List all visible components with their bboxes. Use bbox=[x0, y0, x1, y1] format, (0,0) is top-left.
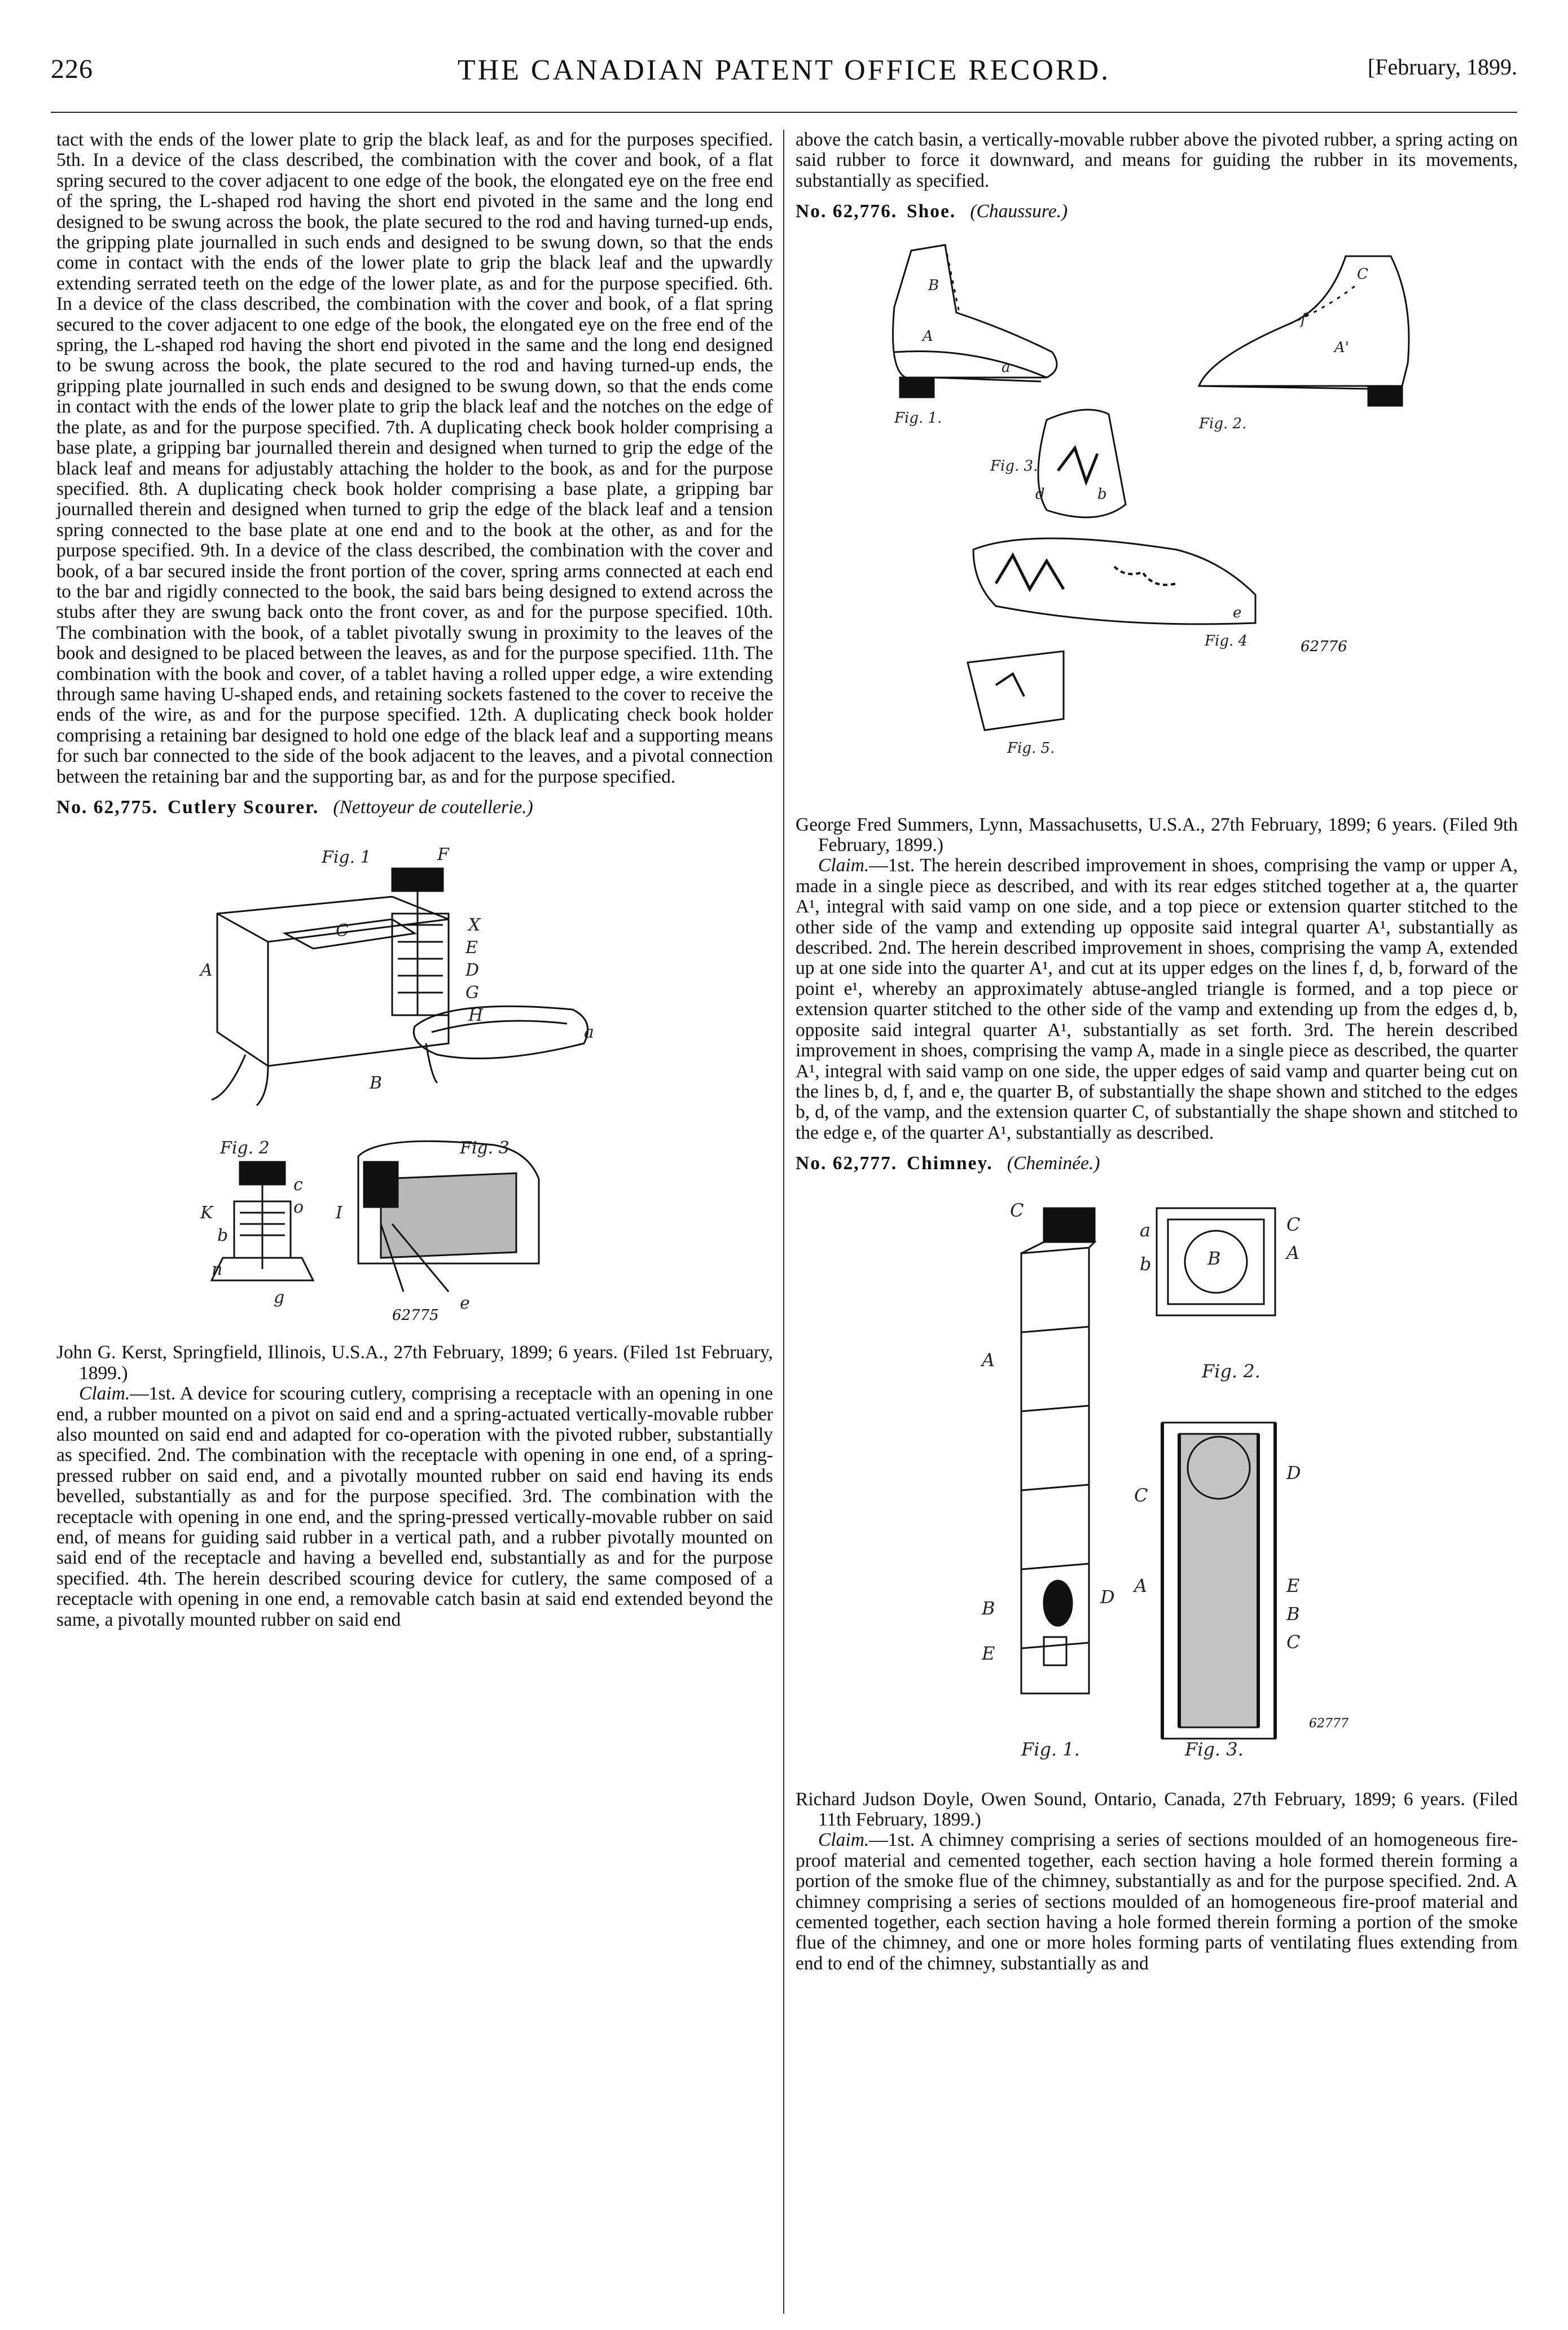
inventor-62775: John G. Kerst, Springfield, Illinois, U.S.A., 27th February, 1899; 6 years. (Filed 1st February, 1899.) bbox=[56, 1342, 773, 1384]
right-column bbox=[796, 130, 1518, 1974]
part-letter: C bbox=[1286, 1631, 1301, 1653]
part-letter: g bbox=[274, 1288, 285, 1308]
fig-label: Fig. 2. bbox=[1199, 415, 1247, 432]
claim-text: —1st. A device for scouring cutlery, comprising a receptacle with an opening in one end, a rubber mounted on a pivot on said end and a spring-actuated vertically-movable rubber also mounted on said end and adapted for co-operation with the pivoted rubber, substantially as specified. 2nd. The combination with the receptacle with opening in one end, of a spring-pressed rubber on said end, and a pivotally mounted rubber on said end having its ends bevelled, substantially as and for the purpose specified. 3rd. The combination with the receptacle with opening in one end, and the spring-pressed vertically-movable rubber on said end, of means for guiding said rubber in a vertical path, and a rubber pivotally mounted on said end of the receptacle and having a bevelled end, substantially as and for the purpose specified. 4th. The herein described scouring device for cutlery, the same composed of a receptacle with opening in one end, a removable catch basin at said end extended beyond the same, a pivotally mounted rubber on said end bbox=[56, 1383, 773, 1630]
patent-number: No. 62,775. bbox=[56, 797, 159, 818]
part-letter: c bbox=[293, 1175, 303, 1195]
part-letter: B bbox=[1207, 1247, 1221, 1269]
part-letter: X bbox=[468, 915, 481, 936]
inventor-62777: Richard Judson Doyle, Owen Sound, Ontario, Canada, 27th February, 1899; 6 years. (Filed 11th February, 1899.) bbox=[796, 1788, 1518, 1830]
figure-serial: 62776 bbox=[1301, 638, 1347, 655]
chimney-figure bbox=[903, 1186, 1411, 1772]
fig-label: Fig. 1 bbox=[322, 848, 371, 868]
shoe-figure bbox=[860, 234, 1453, 798]
part-letter: a bbox=[1002, 358, 1011, 376]
figure-serial: 62775 bbox=[392, 1307, 439, 1324]
claim-text: —1st. A chimney comprising a series of sections moulded of an homogeneous fire-proof material and cemented together, each section having a hole formed therein forming a portion of the smoke flue of the chimney, substantially as and for the purpose specified. 2nd. A chimney comprising a series of sections moulded of an homogeneous fire-proof material and cemented together, each section having a hole formed therein forming a portion of the smoke flue of the chimney, and one or more holes forming parts of ventilating flues extending from end to end of the chimney, substantially as and bbox=[796, 1829, 1518, 1974]
running-header bbox=[51, 54, 1517, 93]
patent-heading-62777 bbox=[796, 1153, 1518, 1174]
header-rule bbox=[51, 112, 1517, 113]
part-letter: d bbox=[1035, 485, 1045, 503]
fig-label: Fig. 3 bbox=[460, 1138, 510, 1159]
part-letter: E bbox=[1286, 1574, 1300, 1596]
part-letter: E bbox=[465, 938, 478, 958]
part-letter: f bbox=[1301, 310, 1306, 328]
fig-label: Fig. 1. bbox=[894, 409, 942, 427]
patent-french-name: (Cheminée.) bbox=[1007, 1153, 1100, 1174]
claim-lead: Claim. bbox=[818, 855, 869, 876]
part-letter: G bbox=[465, 983, 479, 1003]
part-letter: e bbox=[1233, 604, 1242, 621]
part-letter: o bbox=[293, 1197, 304, 1218]
part-letter: C bbox=[1286, 1213, 1301, 1235]
part-letter: B bbox=[370, 1073, 383, 1094]
inventor-62776: George Fred Summers, Lynn, Massachusetts, U.S.A., 27th February, 1899; 6 years. (Filed 9th February, 1899.) bbox=[796, 814, 1518, 856]
part-letter: A bbox=[200, 960, 213, 981]
part-letter: D bbox=[1100, 1586, 1115, 1608]
left-column bbox=[56, 130, 773, 1630]
part-letter: A bbox=[1134, 1574, 1148, 1596]
part-letter: D bbox=[1286, 1462, 1301, 1484]
fig-label: Fig. 4 bbox=[1205, 632, 1248, 650]
claim-text: —1st. The herein described improvement in shoes, comprising the vamp or upper A, made in a single piece as described, and with its rear edges stitched together at a, the quarter A¹, integral with said vamp on one side, and a top piece or extension quarter stitched to the other side of the vamp and extending up opposite said integral quarter A¹, substantially as described. 2nd. The herein described improvement in shoes, comprising the vamp A, extended up at one side into the quarter A¹, and cut at its upper edges on the lines f, d, b, forward of the point e¹, whereby an approximately abtuse-angled triangle is formed, and a top piece or extension quarter stitched to the other side of the vamp and extending up from the edges d, b, opposite said integral quarter A¹, substantially as set forth. 3rd. The herein described improvement in shoes, comprising the vamp A, made in a single piece as described, the quarter A¹, integral with said vamp on one side, the upper edges of said vamp and quarter being cut on the lines b, d, f, and e, the quarter B, of substantially the shape shown and stitched to the edges b, d, of the vamp, and the extension quarter C, of substantially the shape shown and stitched to the edge e, of the quarter A¹, substantially as described. bbox=[796, 855, 1518, 1143]
part-letter: a bbox=[1140, 1219, 1151, 1241]
part-letter: B bbox=[928, 277, 939, 294]
claims-continuation-62775: above the catch basin, a vertically-movable rubber above the pivoted rubber, a spring acting on said rubber to force it downward, and means for guiding the rubber in its movements, substantially as specified. bbox=[796, 129, 1518, 191]
part-letter: A bbox=[923, 327, 933, 345]
fig-label: Fig. 5. bbox=[1007, 739, 1055, 757]
part-letter: e bbox=[460, 1293, 470, 1314]
part-letter: C bbox=[1010, 1199, 1024, 1221]
journal-title: THE CANADIAN PATENT OFFICE RECORD. bbox=[457, 54, 1111, 86]
part-letter: b bbox=[1097, 485, 1107, 503]
claim-62776 bbox=[796, 855, 1518, 1143]
part-letter: n bbox=[212, 1260, 223, 1280]
claim-lead: Claim. bbox=[818, 1829, 869, 1851]
part-letter: A bbox=[1286, 1241, 1300, 1263]
patent-number: No. 62,776. bbox=[796, 201, 898, 222]
part-letter: C bbox=[1357, 265, 1368, 283]
patent-french-name: (Chaussure.) bbox=[970, 201, 1068, 222]
part-letter: K bbox=[200, 1203, 213, 1223]
part-letter: H bbox=[468, 1006, 484, 1026]
part-letter: E bbox=[982, 1642, 995, 1664]
patent-heading-62775 bbox=[56, 797, 773, 818]
fig-label: Fig. 3. bbox=[990, 457, 1038, 475]
patent-french-name: (Nettoyeur de coutellerie.) bbox=[333, 797, 533, 818]
fig-label: Fig. 2 bbox=[220, 1138, 270, 1159]
part-letter: C bbox=[336, 921, 349, 941]
part-letter: A' bbox=[1334, 339, 1349, 356]
part-letter: B bbox=[1286, 1603, 1300, 1625]
page-number: 226 bbox=[51, 54, 93, 84]
part-letter: b bbox=[1140, 1253, 1152, 1275]
fig-label: Fig. 2. bbox=[1202, 1360, 1260, 1382]
part-letter: B bbox=[982, 1597, 995, 1619]
part-letter: b bbox=[217, 1226, 229, 1246]
patent-name: Chimney. bbox=[906, 1153, 993, 1174]
claim-lead: Claim. bbox=[79, 1383, 130, 1405]
patent-name: Shoe. bbox=[906, 201, 956, 222]
part-letter: I bbox=[336, 1203, 342, 1223]
part-letter: D bbox=[465, 960, 480, 981]
fig-label: Fig. 3. bbox=[1185, 1738, 1244, 1760]
cutlery-scourer-figure bbox=[99, 829, 731, 1326]
patent-heading-62776 bbox=[796, 201, 1518, 222]
part-letter: F bbox=[437, 845, 449, 865]
issue-date: [February, 1899. bbox=[1367, 54, 1517, 80]
patent-number: No. 62,777. bbox=[796, 1153, 898, 1174]
part-letter: C bbox=[1134, 1484, 1148, 1506]
figure-serial: 62777 bbox=[1309, 1716, 1349, 1731]
part-letter: A bbox=[982, 1349, 995, 1371]
claims-continuation: tact with the ends of the lower plate to grip the black leaf, as and for the purposes specified. 5th. In a device of the class described, the combination with the cover and book, of a flat spring secured to the cover adjacent to one edge of the book, the elongated eye on the free end of the spring, the L-shaped rod having the short end pivoted in the same and the long end designed to be swung across the book, the plate secured to the rod and having turned-up ends, the gripping plate journalled in such ends and designed to be swung down, so that the ends come in contact with the ends of the lower plate to grip the black leaf and the upwardly extending serrated teeth on the edge of the lower plate, as and for the purpose specified. 6th. In a device of the class described, the combination with the cover and book, of a flat spring secured to the cover adjacent to one edge of the book, the elongated eye on the free end of the spring, the L-shaped rod having the short end pivoted in the same and the long end designed to be swung across the book, the plate secured to the rod and having turned-up ends, the gripping plate journalled in such ends and designed to be swung down, so that the ends come in contact with the ends of the lower plate to grip the black leaf and the notches on the edge of the plate, as and for the purpose specified. 7th. A duplicating check book holder comprising a base plate, a gripping bar journalled therein and designed when turned to grip the edge of the black leaf and means for adjustably attaching the holder to the book, as and for the purpose specified. 8th. A duplicating check book holder comprising a base plate, a gripping bar journalled therein and designed when turned to grip the edge of the black leaf and a tension spring connected to the base plate at one end and to the book at the other, as and for the purpose specified. 9th. In a device of the class described, the combination with the cover and book, of a bar secured inside the front portion of the cover, spring arms connected at each end to the bar and rigidly connected to the book, the said bars being designed to extend across the stubs after they are swung back onto the front cover, as and for the purpose specified. 10th. The combination with the book, of a tablet pivotally swung in proximity to the leaves of the book and designed to be placed between the leaves, as and for the purpose specified. 11th. The combination with the book and cover, of a tablet having a rolled upper edge, a wire extending through same having U-shaped ends, and retaining sockets fastened to the cover to receive the ends of the wire, as and for the purpose specified. 12th. A duplicating check book holder comprising a retaining bar designed to hold one edge of the black leaf and a supporting means for such bar connected to the side of the book adjacent to the leaves, and a pivotal connection between the retaining bar and the supporting bar, as and for the purpose specified. bbox=[56, 129, 773, 787]
claim-62775 bbox=[56, 1384, 773, 1630]
patent-name: Cutlery Scourer. bbox=[167, 797, 319, 818]
fig-label: Fig. 1. bbox=[1021, 1738, 1080, 1760]
claim-62777 bbox=[796, 1830, 1518, 1974]
column-divider bbox=[783, 130, 784, 2314]
part-letter: a bbox=[584, 1023, 594, 1043]
